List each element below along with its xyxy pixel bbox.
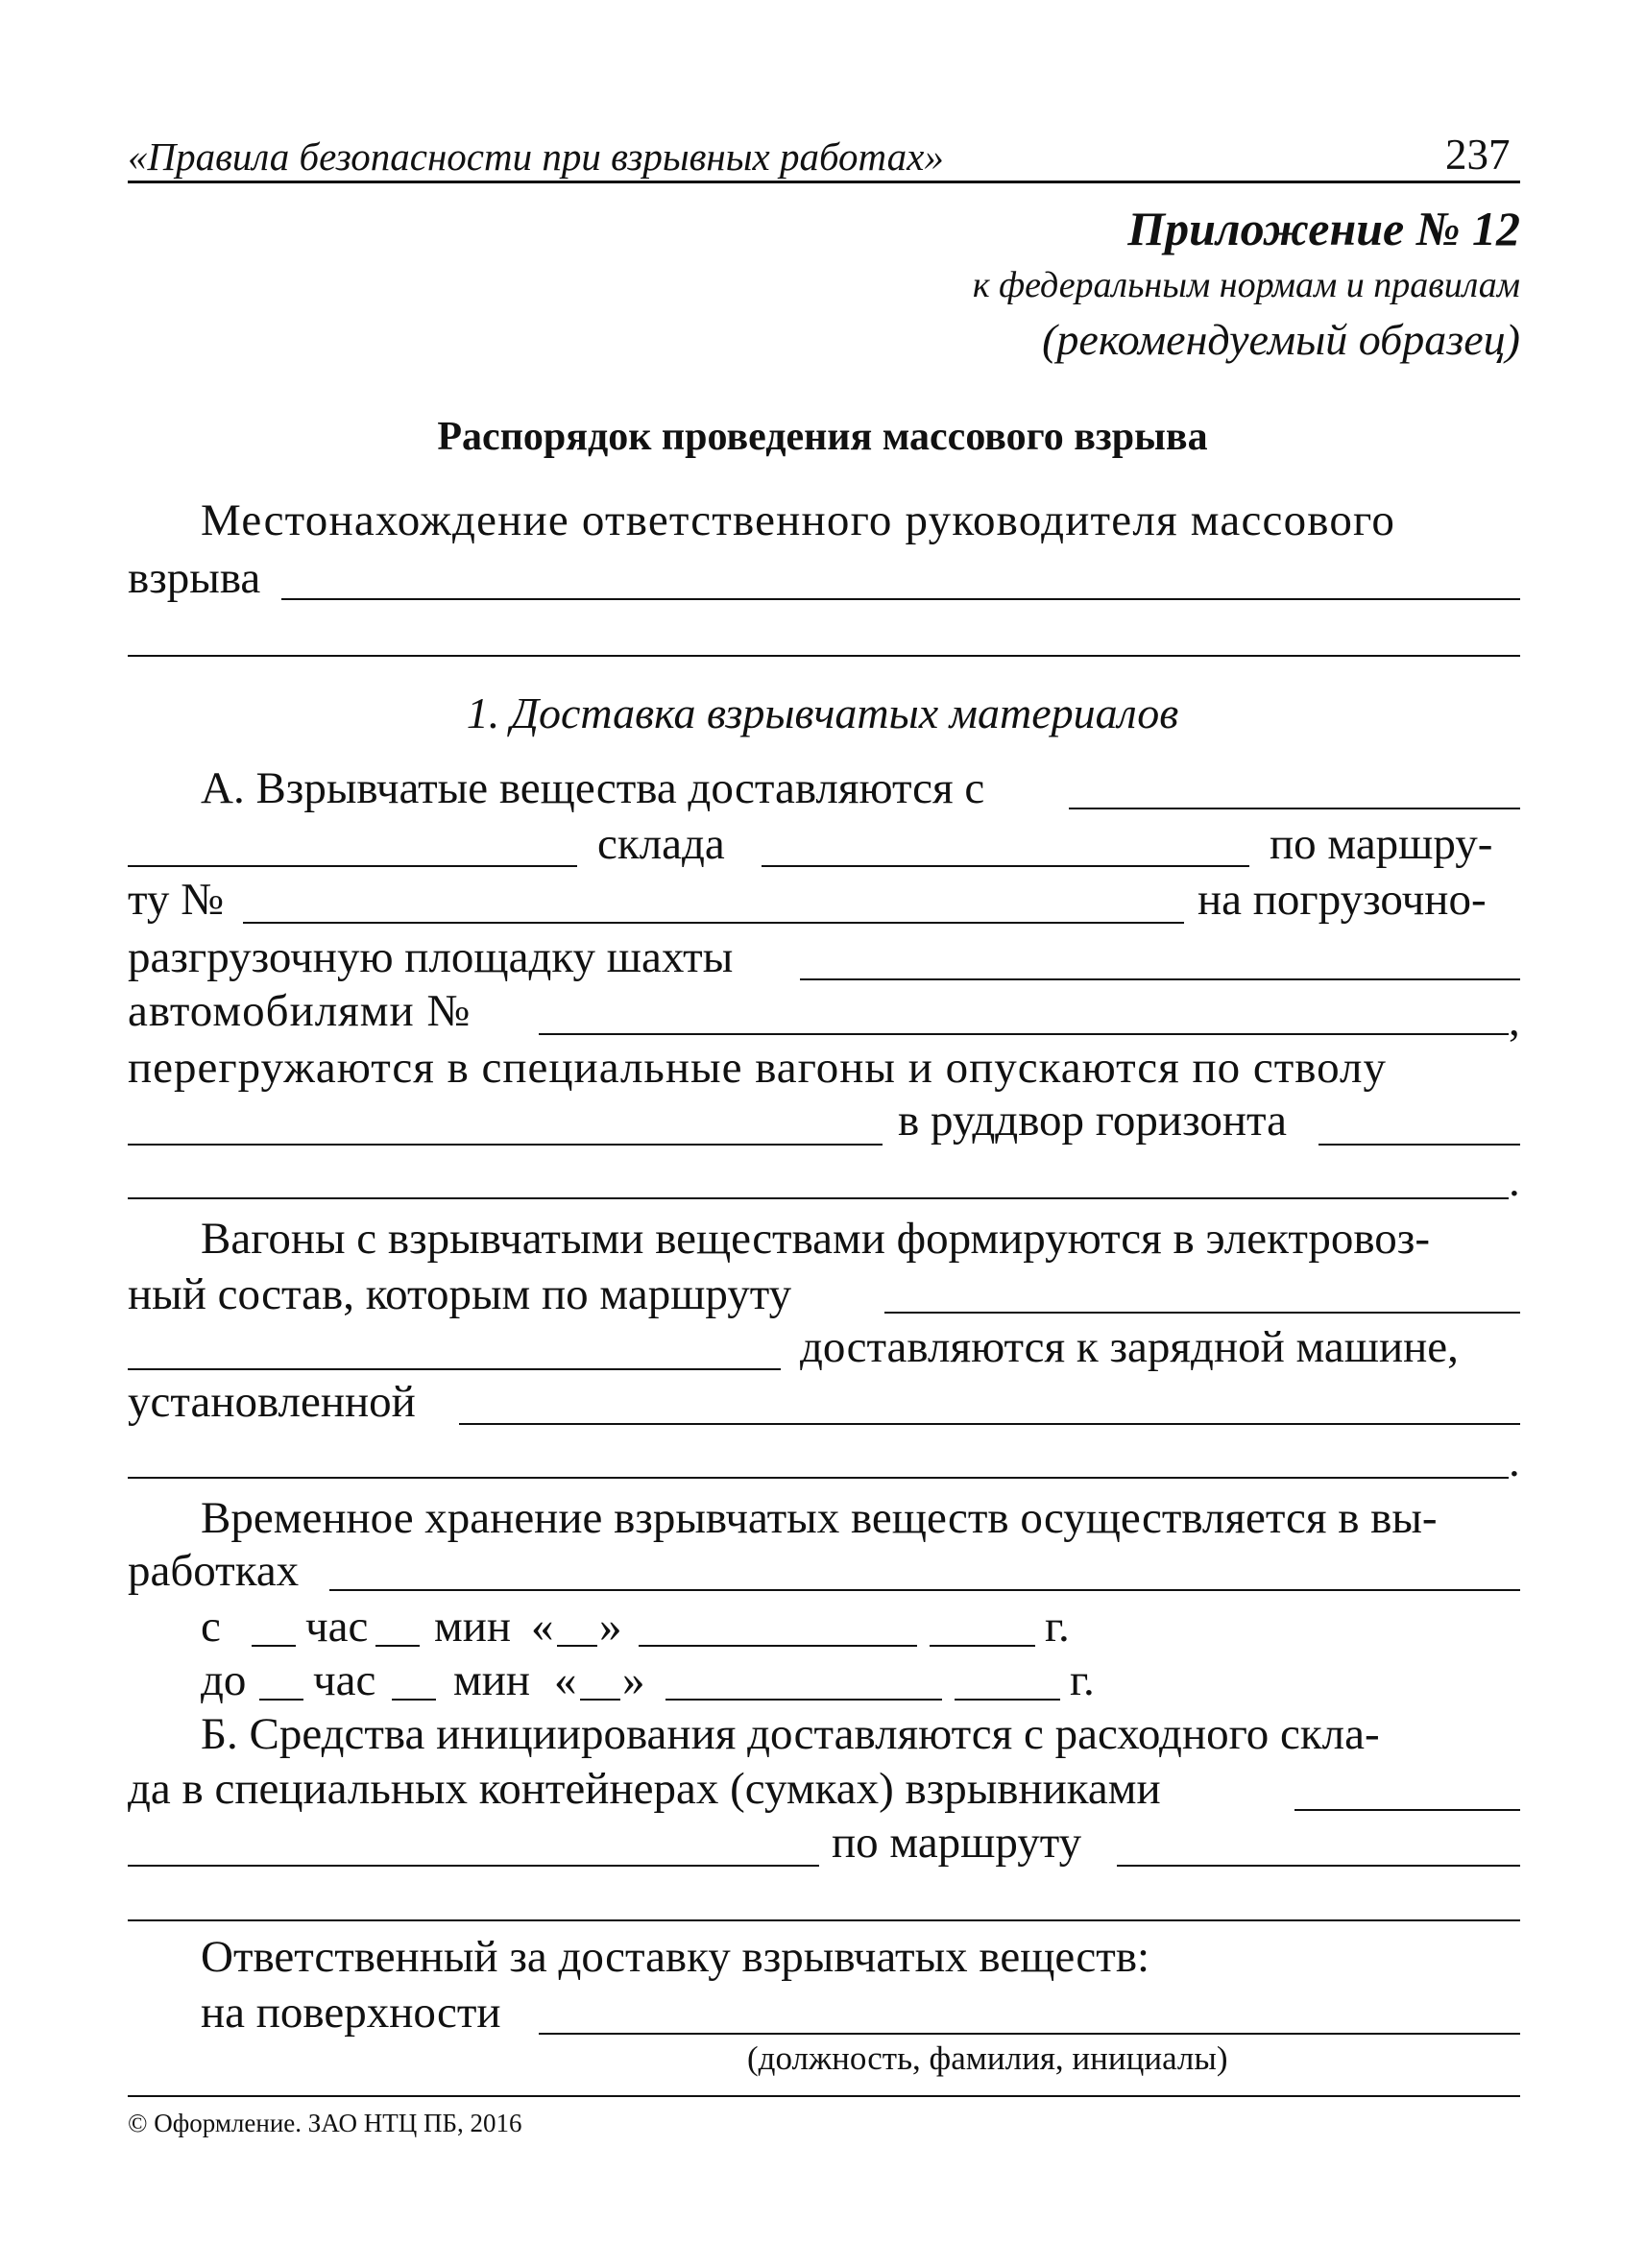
from-year-label: г. bbox=[1045, 1602, 1070, 1652]
wagons-line-2: ный состав, которым по маршруту bbox=[128, 1269, 792, 1319]
wagons-installed-blank-2[interactable] bbox=[128, 1477, 1509, 1479]
a-warehouse-type-blank[interactable] bbox=[1069, 808, 1520, 809]
b-blasters-blank[interactable] bbox=[1294, 1809, 1520, 1811]
a-vehicles-blank[interactable] bbox=[539, 1033, 1509, 1035]
b-line-2: да в специальных контейнерах (сумках) взрывниками bbox=[128, 1764, 1161, 1814]
a-period: . bbox=[1509, 1156, 1520, 1206]
a-route-number-blank[interactable] bbox=[243, 922, 1184, 924]
wagons-line-3: доставляются к зарядной машине, bbox=[800, 1322, 1459, 1372]
from-year-blank[interactable] bbox=[930, 1645, 1035, 1647]
wagons-installed-blank[interactable] bbox=[459, 1423, 1520, 1425]
b-blasters-blank-2[interactable] bbox=[128, 1865, 819, 1867]
to-minute-label: мин bbox=[453, 1655, 531, 1705]
a-route-label: по маршру- bbox=[1270, 819, 1493, 869]
footer-rule bbox=[128, 2095, 1520, 2097]
running-title: «Правила безопасности при взрывных работах» bbox=[128, 134, 944, 179]
wagons-line-1: Вагоны с взрывчатыми веществами формируются в электровоз- bbox=[201, 1214, 1431, 1264]
storage-location-blank[interactable] bbox=[329, 1589, 1520, 1591]
a-shaft-blank[interactable] bbox=[128, 1144, 883, 1146]
responsible-caption: (должность, фамилия, инициалы) bbox=[747, 2039, 1228, 2077]
from-quote-open: « bbox=[531, 1602, 554, 1652]
document-title: Распорядок проведения массового взрыва bbox=[437, 415, 1208, 459]
a-level-blank[interactable] bbox=[1318, 1144, 1520, 1146]
a-level-blank-2[interactable] bbox=[128, 1197, 1509, 1199]
location-blank-2[interactable] bbox=[128, 655, 1520, 657]
a-mine-blank[interactable] bbox=[800, 978, 1520, 980]
to-label: до bbox=[201, 1655, 247, 1705]
to-quote-close: » bbox=[622, 1655, 645, 1705]
responsible-heading: Ответственный за доставку взрывчатых веществ: bbox=[201, 1932, 1150, 1982]
from-minute-blank[interactable] bbox=[375, 1645, 420, 1647]
footer-copyright: © Оформление. ЗАО НТЦ ПБ, 2016 bbox=[128, 2109, 522, 2137]
b-route-label: по маршруту bbox=[832, 1818, 1082, 1868]
from-label: с bbox=[201, 1602, 221, 1652]
section-1-heading: 1. Доставка взрывчатых материалов bbox=[466, 688, 1179, 737]
a-vehicles-label: автомобилями № bbox=[128, 986, 472, 1036]
page-number: 237 bbox=[1445, 131, 1511, 179]
location-label: взрыва bbox=[128, 553, 261, 603]
wagons-route-blank[interactable] bbox=[884, 1312, 1520, 1314]
to-year-blank[interactable] bbox=[955, 1699, 1060, 1701]
a-sklada-label: склада bbox=[597, 819, 725, 869]
from-day-blank[interactable] bbox=[557, 1645, 597, 1647]
from-minute-label: мин bbox=[434, 1602, 512, 1652]
a-transfer-line: перегружаются в специальные вагоны и опускаются по стволу bbox=[128, 1043, 1387, 1093]
storage-line-2: работках bbox=[128, 1546, 300, 1596]
a-loading-label: на погрузочно- bbox=[1197, 875, 1487, 925]
a-warehouse-blank[interactable] bbox=[762, 865, 1249, 867]
wagons-line-4: установленной bbox=[128, 1377, 416, 1427]
location-line-1: Местонахождение ответственного руководителя массового bbox=[201, 495, 1396, 545]
appendix-title: Приложение № 12 bbox=[1127, 202, 1520, 255]
from-quote-close: » bbox=[599, 1602, 622, 1652]
from-month-blank[interactable] bbox=[639, 1645, 917, 1647]
to-minute-blank[interactable] bbox=[392, 1699, 436, 1701]
appendix-subtitle-2: (рекомендуемый образец) bbox=[1042, 315, 1520, 364]
a-vehicles-comma: , bbox=[1509, 996, 1520, 1046]
to-day-blank[interactable] bbox=[580, 1699, 620, 1701]
b-route-blank[interactable] bbox=[1117, 1865, 1520, 1867]
b-route-blank-2[interactable] bbox=[128, 1919, 1520, 1921]
from-hour-blank[interactable] bbox=[252, 1645, 296, 1647]
wagons-route-blank-2[interactable] bbox=[128, 1368, 781, 1370]
to-month-blank[interactable] bbox=[665, 1699, 942, 1701]
a-warehouse-name-blank[interactable] bbox=[128, 865, 577, 867]
a-unloading-label: разгрузочную площадку шахты bbox=[128, 932, 734, 982]
responsible-surface-blank[interactable] bbox=[539, 2033, 1520, 2035]
b-line-1: Б. Средства инициирования доставляются с расходного скла- bbox=[201, 1709, 1380, 1759]
to-year-label: г. bbox=[1070, 1655, 1095, 1705]
to-hour-blank[interactable] bbox=[259, 1699, 303, 1701]
wagons-period: . bbox=[1509, 1436, 1520, 1486]
a-station-label: в руддвор горизонта bbox=[898, 1096, 1287, 1146]
appendix-subtitle-1: к федеральным нормам и правилам bbox=[972, 265, 1520, 305]
from-hour-label: час bbox=[305, 1602, 369, 1652]
to-quote-open: « bbox=[554, 1655, 577, 1705]
a-route-no-label: ту № bbox=[128, 875, 225, 925]
location-blank-1[interactable] bbox=[281, 598, 1520, 600]
responsible-surface-label: на поверхности bbox=[201, 1988, 501, 2038]
header-rule bbox=[128, 181, 1520, 183]
storage-line-1: Временное хранение взрывчатых веществ осуществляется в вы- bbox=[201, 1493, 1438, 1543]
to-hour-label: час bbox=[313, 1655, 376, 1705]
a-line-1: А. Взрывчатые вещества доставляются с bbox=[201, 763, 985, 813]
